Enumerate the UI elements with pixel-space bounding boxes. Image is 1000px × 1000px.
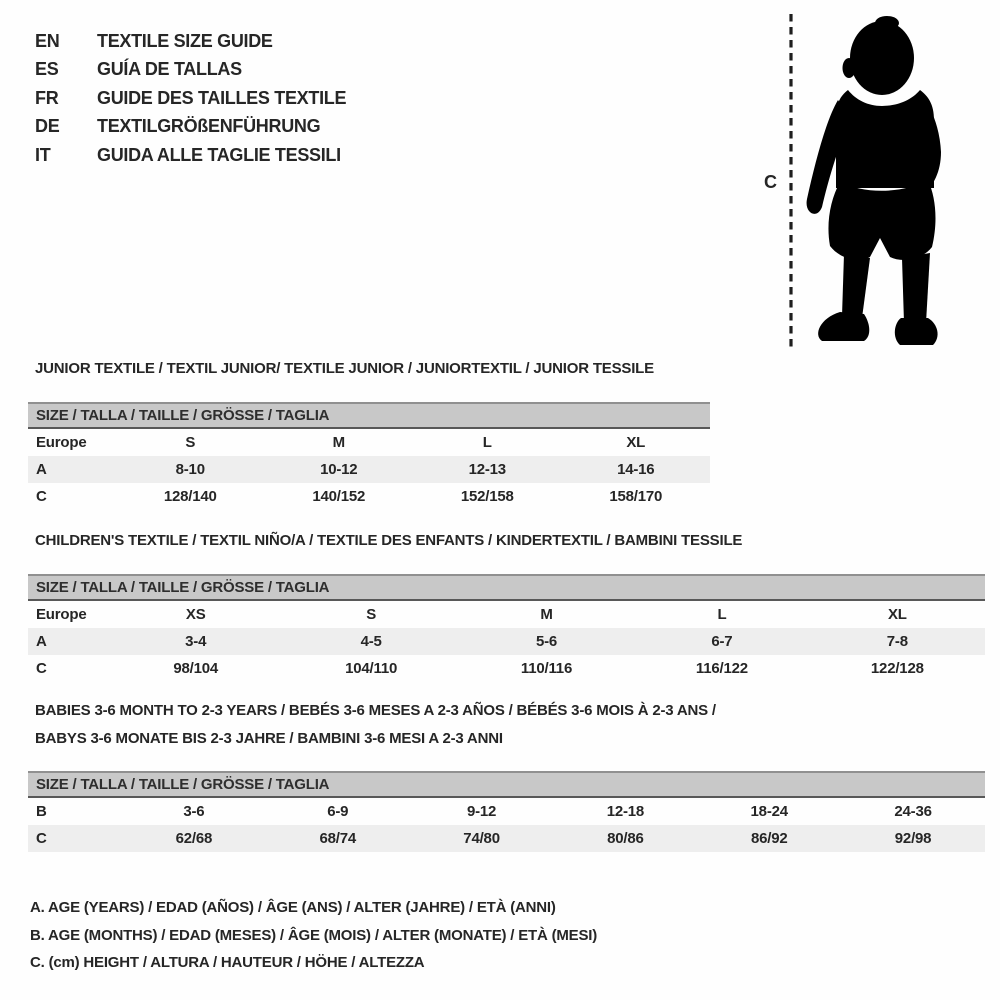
table-cell: 4-5 — [360, 633, 382, 650]
children-section-title: CHILDREN'S TEXTILE / TEXTIL NIÑO/A / TEXTILE DES ENFANTS / KINDERTEXTIL / BAMBINI TESSILE — [35, 532, 743, 549]
row-label: C — [36, 488, 47, 505]
language-row-it — [35, 141, 346, 170]
height-marker-label: C — [764, 172, 777, 192]
row-label: Europe — [36, 606, 87, 623]
table-row — [28, 628, 985, 655]
row-label: C — [36, 830, 47, 847]
language-row-de — [35, 113, 346, 142]
table-cell: 86/92 — [750, 830, 788, 847]
table-cell: 68/74 — [319, 830, 357, 847]
table-cell: 6-9 — [327, 803, 349, 820]
table-row — [28, 483, 710, 510]
table-cell: 104/110 — [345, 660, 398, 677]
table-row — [28, 825, 985, 852]
row-label: A — [36, 461, 47, 478]
table-cell: 62/68 — [175, 830, 213, 847]
table-row — [28, 456, 710, 483]
height-dashed-line-icon — [786, 14, 796, 348]
toddler-figure — [740, 0, 970, 360]
table-cell: 10-12 — [320, 461, 358, 478]
language-code: ES — [35, 59, 59, 80]
table-cell: S — [366, 606, 377, 623]
footnotes — [30, 894, 597, 977]
table-cell: XL — [887, 606, 907, 623]
table-row — [28, 798, 985, 825]
table-cell: 3-6 — [183, 803, 205, 820]
children-size-table — [28, 574, 985, 682]
babies-section-title-line1: BABIES 3-6 MONTH TO 2-3 YEARS / BEBÉS 3-6 MESES A 2-3 AÑOS / BÉBÉS 3-6 MOIS À 2-3 ANS / — [35, 702, 716, 719]
row-label: B — [36, 803, 47, 820]
table-cell: 12-18 — [606, 803, 645, 820]
table-cell: 3-4 — [185, 633, 207, 650]
table-cell: 74/80 — [463, 830, 500, 847]
size-header-bar: SIZE / TALLA / TAILLE / GRÖSSE / TAGLIA — [28, 574, 985, 601]
language-title: GUIDE DES TAILLES TEXTILE — [97, 87, 347, 108]
language-row-fr — [35, 84, 346, 113]
language-row-es — [35, 56, 346, 85]
language-title: TEXTILGRÖßENFÜHRUNG — [97, 116, 321, 137]
language-code: DE — [35, 116, 60, 137]
table-row — [28, 655, 985, 682]
size-header-bar: SIZE / TALLA / TAILLE / GRÖSSE / TAGLIA — [28, 402, 710, 429]
size-header-bar: SIZE / TALLA / TAILLE / GRÖSSE / TAGLIA — [28, 771, 985, 798]
toddler-silhouette-icon — [798, 6, 948, 350]
row-label: C — [36, 660, 47, 677]
babies-section-title-line2: BABYS 3-6 MONATE BIS 2-3 JAHRE / BAMBINI 3-6 MESI A 2-3 ANNI — [35, 730, 503, 747]
table-cell: S — [185, 434, 196, 451]
table-cell: 7-8 — [886, 633, 908, 650]
table-cell: 6-7 — [711, 633, 733, 650]
language-title: GUIDA ALLE TAGLIE TESSILI — [97, 144, 341, 165]
table-cell: XS — [185, 606, 206, 623]
language-row-en — [35, 27, 346, 56]
table-row — [28, 601, 985, 628]
junior-section-title: JUNIOR TEXTILE / TEXTIL JUNIOR/ TEXTILE JUNIOR / JUNIORTEXTIL / JUNIOR TESSILE — [35, 360, 654, 377]
table-cell: 152/158 — [460, 488, 514, 505]
table-cell: 5-6 — [535, 633, 558, 650]
table-cell: XL — [626, 434, 646, 451]
table-cell: L — [482, 434, 492, 451]
row-label: A — [36, 633, 47, 650]
table-cell: L — [717, 606, 727, 623]
language-title: GUÍA DE TALLAS — [97, 59, 242, 80]
table-row — [28, 429, 710, 456]
table-cell: M — [332, 434, 345, 451]
footnote-a: A. AGE (YEARS) / EDAD (AÑOS) / ÂGE (ANS) / ALTER (JAHRE) / ETÀ (ANNI) — [30, 899, 556, 916]
table-cell: 122/128 — [870, 660, 924, 677]
table-cell: 8-10 — [175, 461, 205, 478]
table-cell: 116/122 — [695, 660, 748, 677]
table-cell: 110/116 — [520, 660, 573, 677]
language-title: TEXTILE SIZE GUIDE — [97, 30, 273, 51]
junior-size-table — [28, 402, 710, 510]
table-cell: 98/104 — [173, 660, 219, 677]
row-label: Europe — [36, 434, 87, 451]
table-cell: 24-36 — [894, 803, 932, 820]
table-cell: 92/98 — [894, 830, 932, 847]
table-cell: 80/86 — [607, 830, 644, 847]
language-code: IT — [35, 144, 51, 165]
language-code: FR — [35, 87, 59, 108]
table-cell: 18-24 — [750, 803, 788, 820]
footnote-b: B. AGE (MONTHS) / EDAD (MESES) / ÂGE (MOIS) / ALTER (MONATE) / ETÀ (MESI) — [30, 926, 598, 944]
table-cell: 158/170 — [609, 488, 663, 505]
footnote-c: C. (cm) HEIGHT / ALTURA / HAUTEUR / HÖHE / ALTEZZA — [30, 954, 425, 971]
babies-size-table — [28, 771, 985, 852]
language-code: EN — [35, 30, 60, 51]
table-cell: M — [540, 606, 553, 623]
table-cell: 9-12 — [466, 803, 497, 820]
table-cell: 14-16 — [617, 461, 655, 478]
table-cell: 140/152 — [312, 488, 366, 505]
table-cell: 128/140 — [163, 488, 217, 505]
table-cell: 12-13 — [468, 461, 506, 478]
language-title-list — [35, 27, 346, 170]
